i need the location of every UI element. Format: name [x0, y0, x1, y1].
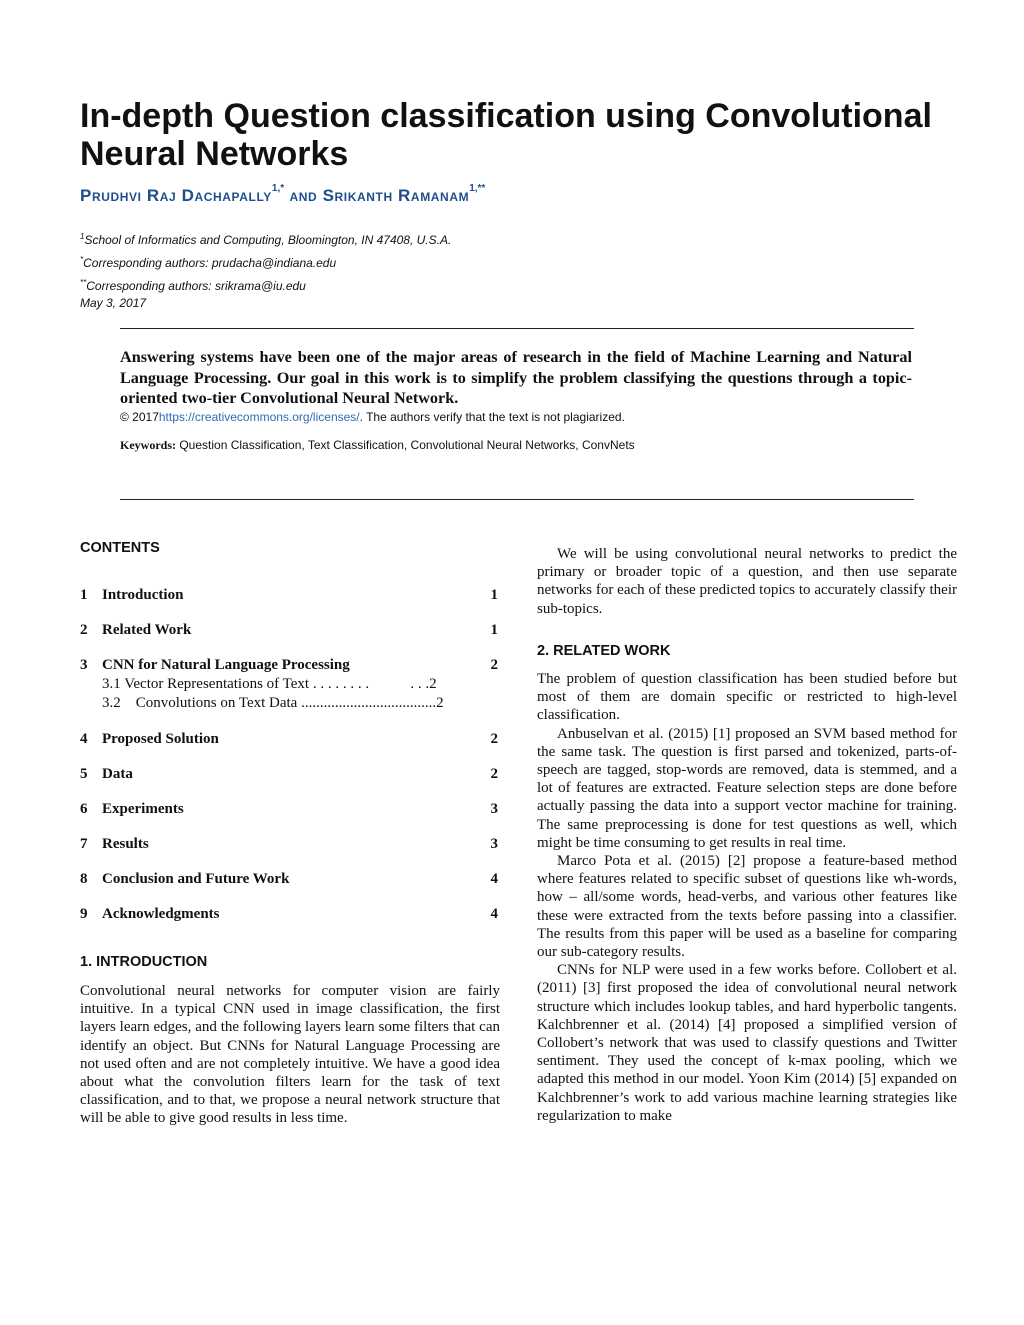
toc-label: Acknowledgments — [102, 906, 220, 922]
introduction-paragraph: Convolutional neural networks for computer vision are fairly intuitive. In a typical CNN used in image classification, the first layers learn edges, and the following layers learn some filters that can identify an object. But CNNs for Natural Language Processing are not used often and are not completely intuitive. We have a good idea about what the convolution filters learn for the task of text classification, and to that, we propose a neural network structure that will be able to give good results in less time. — [80, 983, 500, 1127]
toc-subentry[interactable]: 3.2 Convolutions on Text Data ....................................2 — [102, 695, 444, 711]
toc-number: 4 — [80, 731, 88, 747]
affiliations — [80, 227, 451, 296]
abstract-top-rule — [120, 328, 914, 329]
toc-number: 3 — [80, 657, 88, 673]
affiliation-marker: ** — [80, 278, 87, 287]
toc-number: 9 — [80, 906, 88, 922]
copyright-text: © 2017 — [120, 410, 159, 424]
toc-page: 2 — [490, 731, 498, 747]
toc-page: 1 — [490, 587, 498, 603]
toc-page: 3 — [490, 801, 498, 817]
toc-entry[interactable] — [80, 765, 498, 800]
toc-entry[interactable] — [80, 656, 498, 730]
author-line — [80, 183, 486, 206]
publication-date: May 3, 2017 — [80, 296, 147, 310]
keywords-text: Question Classification, Text Classification, Convolutional Neural Networks, ConvNets — [179, 438, 635, 452]
author-2-name: Srikanth Ramanam — [322, 186, 470, 205]
keywords-label: Keywords: — [120, 438, 176, 452]
toc-entry[interactable] — [80, 730, 498, 765]
corresponding-author-line — [80, 273, 451, 296]
license-link[interactable]: https://creativecommons.org/licenses/ — [158, 410, 360, 424]
left-column — [80, 540, 500, 1127]
related-work-body — [537, 670, 957, 1125]
toc-number: 5 — [80, 766, 88, 782]
toc-number: 6 — [80, 801, 88, 817]
toc-label: Related Work — [102, 622, 192, 638]
paper-title: In-depth Question classification using Convolutional Neural Networks — [80, 97, 932, 173]
toc-number: 2 — [80, 622, 88, 638]
toc-label: Introduction — [102, 587, 184, 603]
abstract: Answering systems have been one of the major areas of research in the field of Machine Learning and Natural Language Processing. Our goal in this work is to simplify the problem classifying the questions through a topic-oriented two-tier Convolutional Neural Network. — [120, 348, 912, 407]
toc-page: 2 — [490, 657, 498, 673]
license-line — [120, 410, 625, 424]
toc-number: 8 — [80, 871, 88, 887]
corresponding-author-text: Corresponding authors: prudacha@indiana.edu — [83, 256, 337, 270]
author-1-name: Prudhvi Raj Dachapally — [80, 186, 272, 205]
affiliation-marker: * — [80, 255, 84, 264]
affiliation-text: School of Informatics and Computing, Bloomington, IN 47408, U.S.A. — [84, 233, 452, 247]
toc-label: Experiments — [102, 801, 184, 817]
toc-page: 2 — [490, 766, 498, 782]
keywords-line — [120, 438, 635, 453]
license-statement: . The authors verify that the text is not plagiarized. — [359, 410, 625, 424]
related-work-heading: 2. RELATED WORK — [537, 643, 671, 659]
affiliation-marker: 1 — [80, 232, 85, 241]
toc-label: Conclusion and Future Work — [102, 871, 290, 887]
corresponding-author-text: Corresponding authors: srikrama@iu.edu — [86, 279, 306, 293]
toc-subentry[interactable]: 3.1 Vector Representations of Text . . . . . . . . . . .2 — [102, 676, 437, 692]
related-work-paragraph: The problem of question classification has been studied before but most of them are domain specific or restricted to high-level classification. — [537, 671, 957, 724]
toc-page: 4 — [490, 871, 498, 887]
toc-entry[interactable] — [80, 586, 498, 621]
related-work-paragraph: CNNs for NLP were used in a few works before. Collobert et al. (2011) [3] first proposed the idea of convolutional neural network structure which includes lookup tables, and hard hyperbolic tangents. Kalchbrenner et al. (2014) [4] proposed a simplified version of Collobert’s network that was used to classify questions and Twitter sentiment. They used the concept of k-max pooling, which we adapted this method in our model. Yoon Kim (2014) [5] expanded on Kalchbrenner’s work to add various machine learning strategies like regularization to make — [537, 962, 957, 1124]
introduction-continued-paragraph: We will be using convolutional neural networks to predict the primary or broader topic of a question, and then use separate networks for each of these predicted topics to accurately classify their sub-topics. — [537, 546, 957, 617]
toc-page: 1 — [490, 622, 498, 638]
toc-number: 1 — [80, 587, 88, 603]
author-conjunction: and — [289, 186, 318, 205]
toc-label: CNN for Natural Language Processing — [102, 657, 350, 673]
toc-entry[interactable] — [80, 800, 498, 835]
introduction-heading: 1. INTRODUCTION — [80, 954, 208, 970]
table-of-contents — [80, 586, 498, 940]
toc-page: 3 — [490, 836, 498, 852]
toc-entry[interactable] — [80, 621, 498, 656]
toc-label: Results — [102, 836, 149, 852]
toc-label: Proposed Solution — [102, 731, 219, 747]
toc-entry[interactable] — [80, 835, 498, 870]
toc-label: Data — [102, 766, 133, 782]
author-2-marker: 1,** — [469, 183, 486, 195]
abstract-bottom-rule — [120, 499, 914, 500]
contents-heading: CONTENTS — [80, 540, 160, 556]
affiliation-line — [80, 227, 451, 250]
author-1-marker: 1,* — [271, 183, 285, 195]
toc-entry[interactable] — [80, 905, 498, 940]
toc-entry[interactable] — [80, 870, 498, 905]
related-work-paragraph: Marco Pota et al. (2015) [2] propose a feature-based method where features related to specific subset of questions like wh-words, how – all/some words, head-verbs, and various other features like these were extracted from the texts before passing into a classifier. The results from this paper will be used as a baseline for comparing our sub-category results. — [537, 853, 957, 961]
related-work-paragraph: Anbuselvan et al. (2015) [1] proposed an SVM based method for the same task. The question is first parsed and tokenized, parts-of-speech are tagged, stop-words are removed, data is stemmed, and a lot of features are extracted. Feature selection steps are done before actually passing the data into a support vector machine for training. The same preprocessing is done for test questions as well, which might be time consuming to get results in real time. — [537, 725, 957, 851]
corresponding-author-line — [80, 250, 451, 273]
toc-number: 7 — [80, 836, 88, 852]
toc-page: 4 — [490, 906, 498, 922]
